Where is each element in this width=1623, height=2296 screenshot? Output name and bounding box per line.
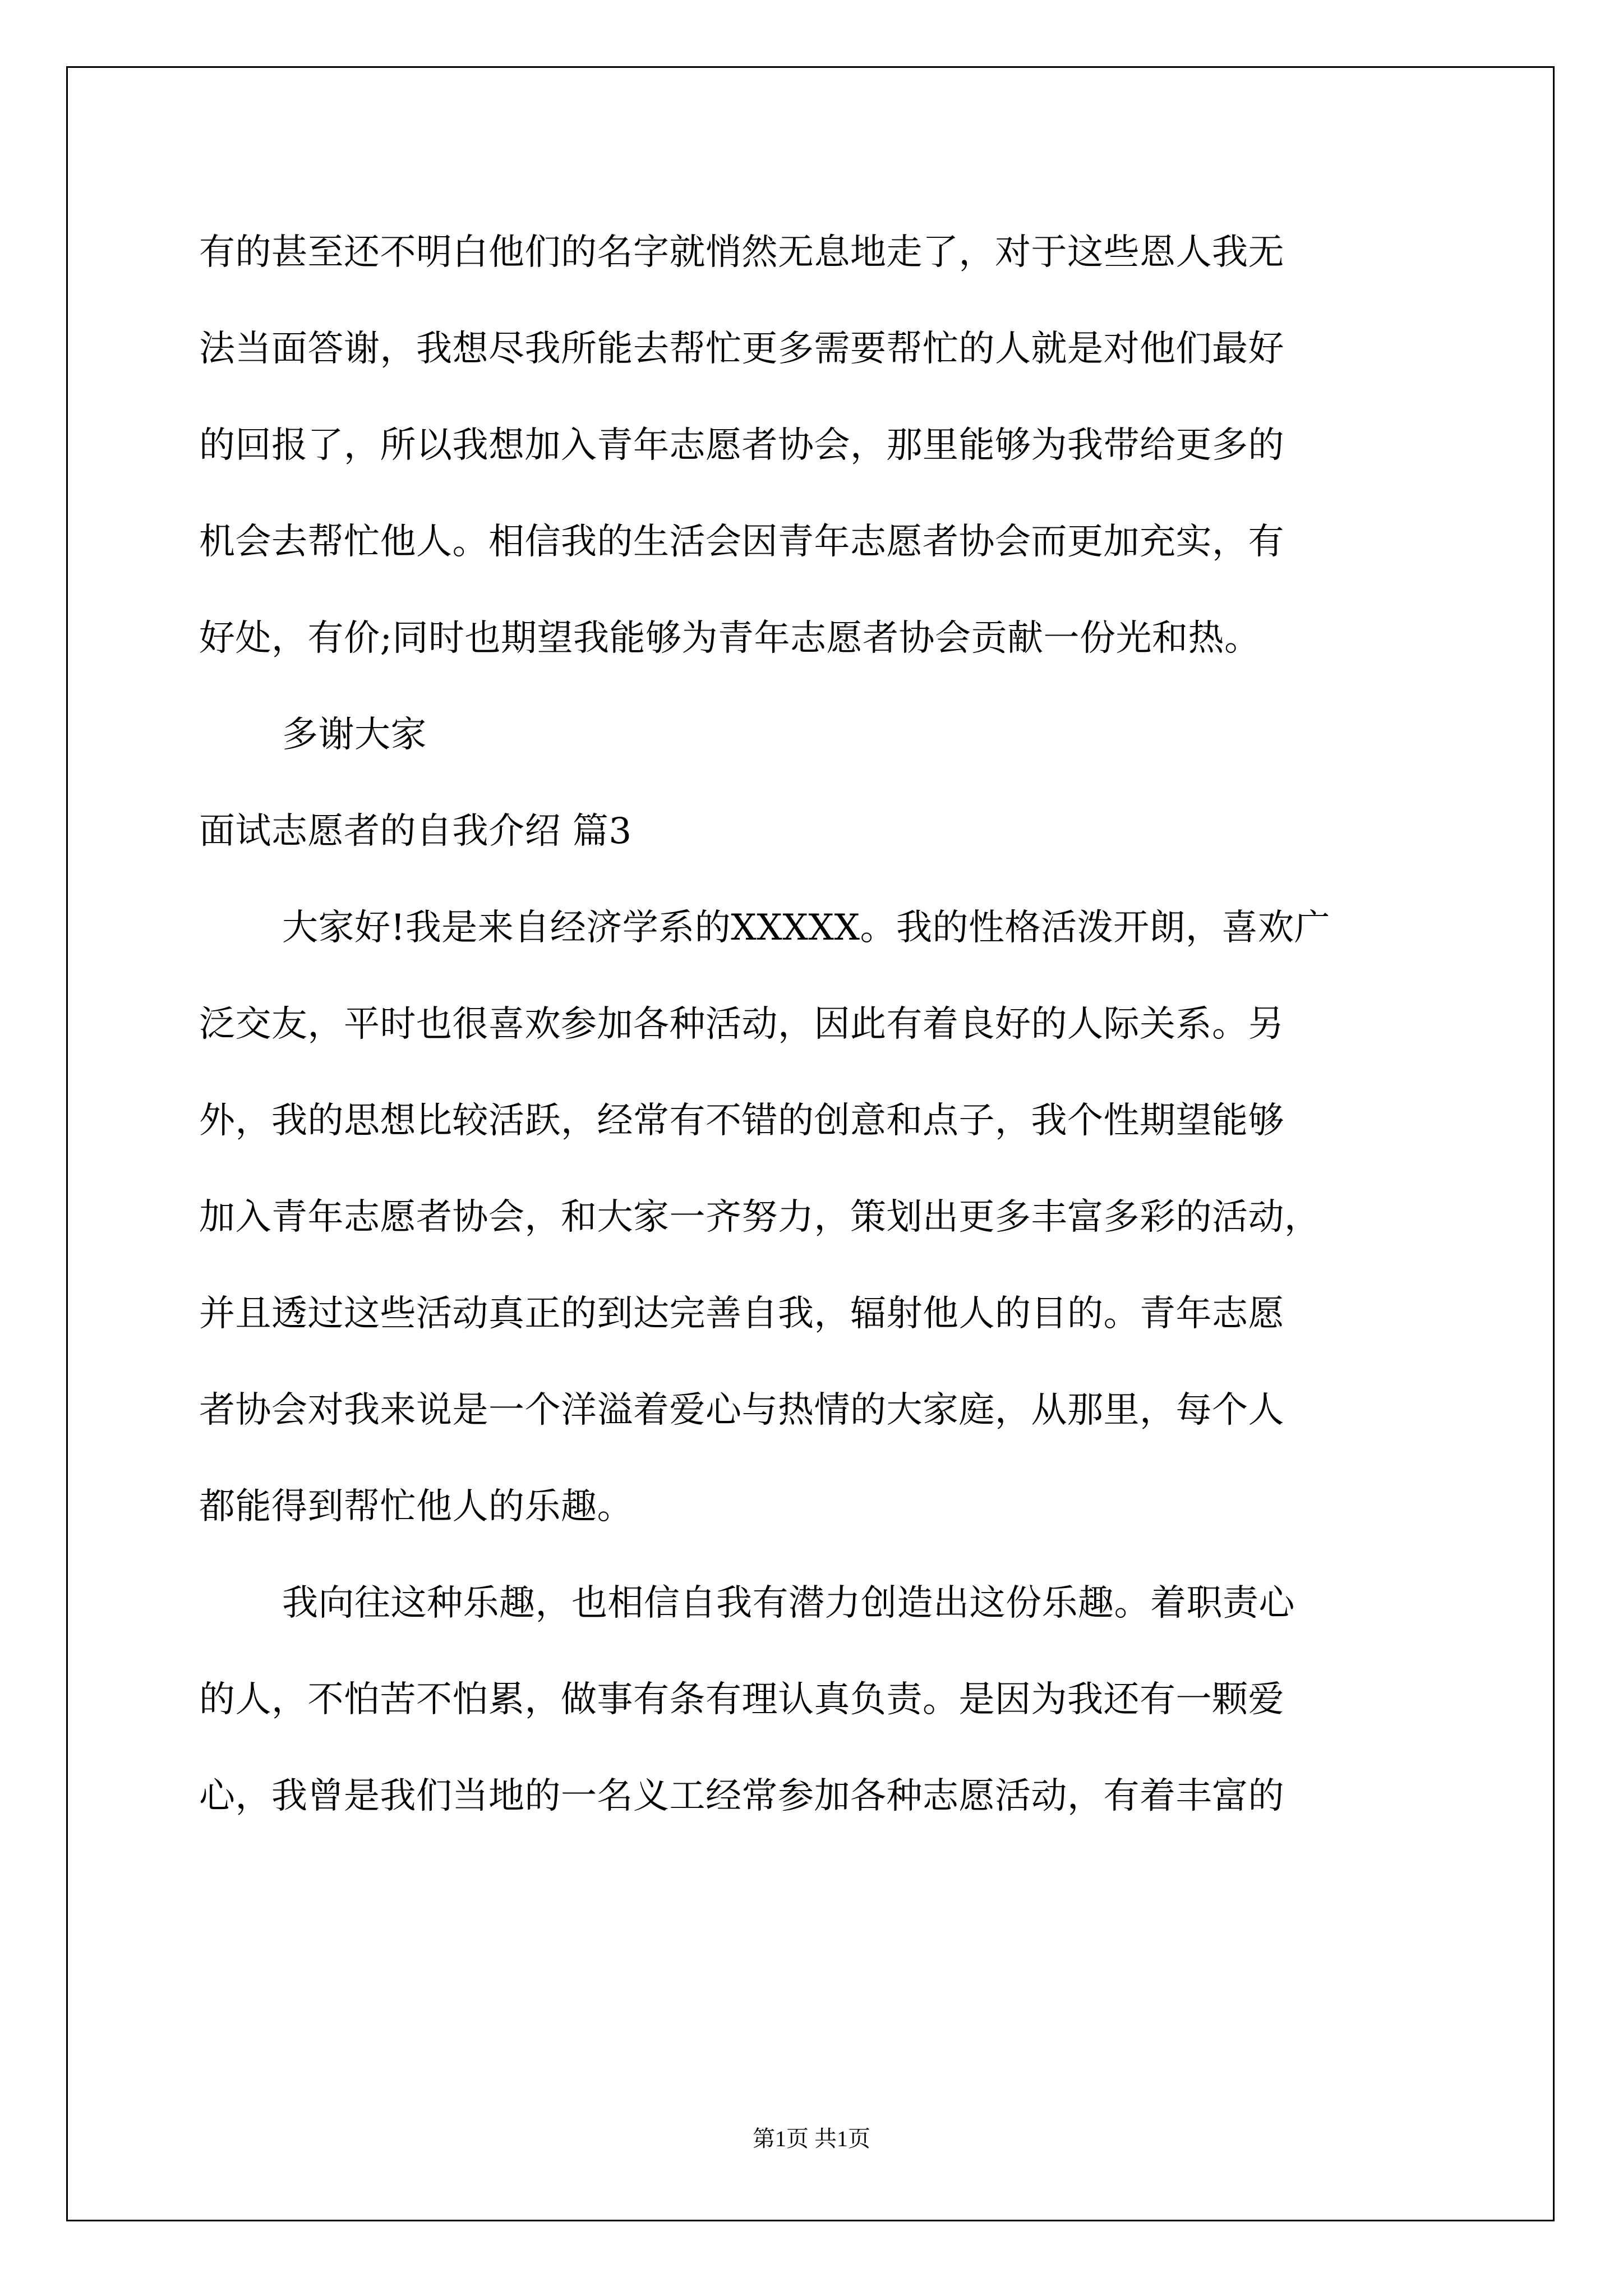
text-line-4: 机会去帮忙他人。相信我的生活会因青年志愿者协会而更加充实，有 — [199, 521, 1284, 563]
text-line-12: 并且透过这些活动真正的到达完善自我，辐射他人的目的。青年志愿 — [199, 1293, 1284, 1335]
text-line-11: 加入青年志愿者协会，和大家一齐努力，策划出更多丰富多彩的活动， — [199, 1197, 1321, 1238]
text-line-14: 都能得到帮忙他人的乐趣。 — [199, 1486, 633, 1527]
text-line-9: 泛交友，平时也很喜欢参加各种活动，因此有着良好的人际关系。另 — [199, 1004, 1284, 1045]
text-line-1: 有的甚至还不明白他们的名字就悄然无息地走了，对于这些恩人我无 — [199, 232, 1284, 273]
closing-line: 多谢大家 — [282, 714, 427, 756]
text-line-10: 外，我的思想比较活跃，经常有不错的创意和点子，我个性期望能够 — [199, 1100, 1284, 1142]
page-number-footer: 第1页 共1页 — [753, 2126, 870, 2151]
text-line-3: 的回报了，所以我想加入青年志愿者协会，那里能够为我带给更多的 — [199, 425, 1284, 466]
text-line-16: 的人，不怕苦不怕累，做事有条有理认真负责。是因为我还有一颗爱 — [199, 1679, 1284, 1720]
text-line-8: 大家好!我是来自经济学系的XXXXX。我的性格活泼开朗，喜欢广 — [282, 907, 1331, 949]
page-border — [66, 66, 1555, 2221]
text-line-13: 者协会对我来说是一个洋溢着爱心与热情的大家庭，从那里，每个人 — [199, 1389, 1284, 1431]
section-heading: 面试志愿者的自我介绍 篇3 — [199, 811, 632, 852]
text-line-15: 我向往这种乐趣，也相信自我有潜力创造出这份乐趣。着职责心 — [282, 1582, 1295, 1624]
text-line-5: 好处，有价;同时也期望我能够为青年志愿者协会贡献一份光和热。 — [199, 618, 1261, 659]
text-line-17: 心，我曾是我们当地的一名义工经常参加各种志愿活动，有着丰富的 — [199, 1775, 1284, 1817]
text-line-2: 法当面答谢，我想尽我所能去帮忙更多需要帮忙的人就是对他们最好 — [199, 328, 1284, 370]
